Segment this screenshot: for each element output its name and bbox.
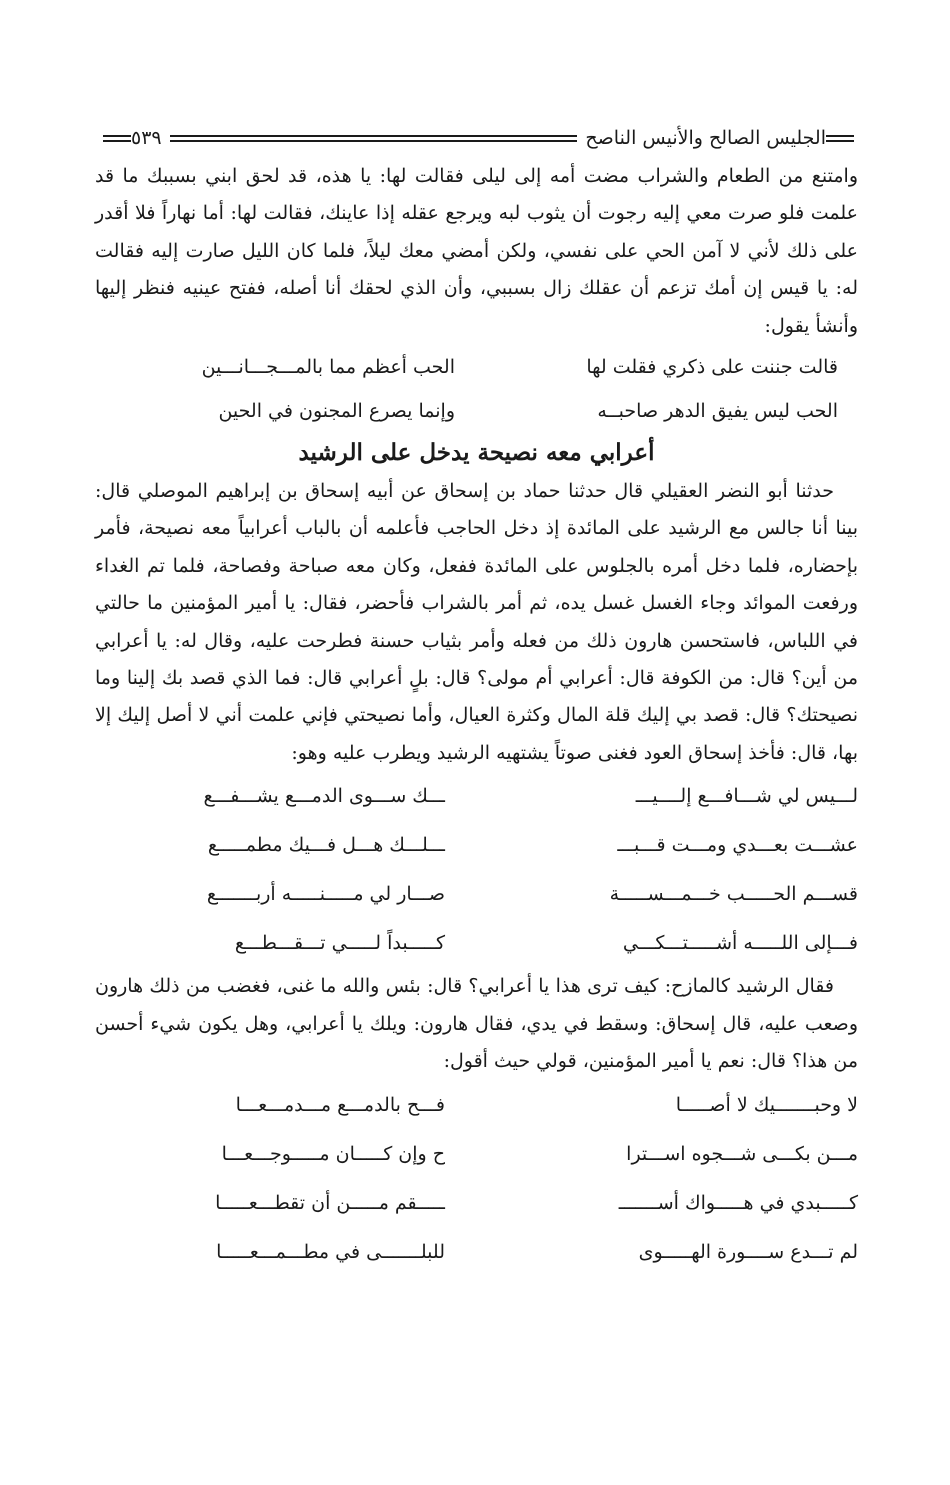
hemistich-second: ح وإن كـــــان مـــــوجـــعـــا: [221, 1142, 445, 1165]
header-rule-middle: [170, 135, 578, 142]
page-number: ٥٣٩: [131, 127, 162, 149]
hemistich-second: كـــــبداً لـــــي تـــقـــطـــع: [234, 932, 445, 955]
verse-line: [95, 1179, 858, 1228]
header-rule-left: [103, 135, 131, 142]
hemistich-first: قالت جننت على ذكري فقلت لها: [586, 356, 838, 379]
verse-line: [95, 1130, 858, 1179]
hemistich-first: فـــإلى اللـــــه أشـــــتـــكـــي: [622, 932, 858, 955]
header-title: الجليس الصالح والأنيس الناصح: [585, 127, 826, 149]
paragraph-1: وامتنع من الطعام والشراب مضت أمه إلى ليلى فقالت لها: يا هذه، قد لحق ابني بسببك ما قد علمت فلو صرت معي إليه رجوت أن يثوب لبه ويرجع عقله إذا عاينك، فقالت لها: أما نهاراً فلا أقدر على ذلك لأني لا آمن الحي على نفسي، ولكن أمضي معك ليلاً، فلما كان الليل صارت إليه فقالت له: يا قيس إن أمك تزعم أن عقلك زال بسببي، وأن الذي لحقك أنا أصله، ففتح عينيه فنظر إليها وأنشأ يقول:: [95, 165, 858, 337]
verse-line: [95, 345, 858, 389]
verse-line: [95, 1081, 858, 1130]
verse-line: [95, 919, 858, 968]
poem-3: [95, 1081, 858, 1277]
hemistich-second: ـــك ســـوى الدمـــع يشـــفـــع: [203, 785, 445, 808]
hemistich-first: عشـــت بعـــدي ومـــت قـــبـــ: [617, 834, 858, 857]
poem-1: [95, 345, 858, 433]
verse-line: [95, 821, 858, 870]
hemistich-first: الحب ليس يفيق الدهر صاحبــه: [597, 400, 838, 423]
hemistich-first: لـــيس لي شـــافـــع إلــــيـــ: [635, 785, 858, 808]
running-header: [95, 118, 858, 158]
verse-line: [95, 870, 858, 919]
book-page: [95, 118, 858, 1277]
hemistich-second: صـــار لي مـــــنـــــه أربـــــــع: [206, 883, 445, 906]
hemistich-second: الحب أعظم مما بالمـــجـــانـــين: [201, 356, 455, 379]
hemistich-first: قســـم الحـــــب خـــمـــســـــة: [609, 883, 858, 906]
hemistich-first: لا وحبـــــــيك لا أصـــــا: [675, 1093, 858, 1116]
verse-line: [95, 1228, 858, 1277]
poem-2: [95, 772, 858, 968]
verse-line: [95, 772, 858, 821]
section-title: أعرابي معه نصيحة يدخل على الرشيد: [298, 439, 655, 467]
hemistich-first: كـــــبدي في هـــــواك أســـــــ: [618, 1191, 858, 1214]
hemistich-first: لم تـــدع ســــورة الهـــــوى: [638, 1240, 858, 1263]
paragraph-2: حدثنا أبو النضر العقيلي قال حدثنا حماد بن إسحاق عن أبيه إسحاق بن إبراهيم الموصلي قال: بينا أنا جالس مع الرشيد على المائدة إذ دخل الحاجب فأعلمه أن بالباب أعرابياً معه نصيحة، فأمر بإحضاره، فلما دخل أمره بالجلوس على المائدة ففعل، وكان معه صباحة وفصاحة، فلما تم الغداء ورفعت الموائد وجاء الغسل غسل يده، ثم أمر بالشراب فأحضر، فقال: يا أمير المؤمنين ما حالتي في اللباس، فاستحسن هارون ذلك من فعله وأمر بثياب حسنة فطرحت عليه، وقال له: يا أعرابي من أين؟ قال: من الكوفة قال: أعرابي أم مولى؟ قال: بلٍ أعرابي قال: فما الذي قصد بك إلينا وما نصيحتك؟ قال: قصد بي إليك قلة المال وكثرة العيال، وأما نصيحتي فإني علمت أني لا أصل إليك إلا بها، قال: فأخذ إسحاق العود فغنى صوتاً يشتهيه الرشيد ويطرب عليه وهو:: [95, 480, 858, 764]
hemistich-first: مـــن بكـــى شـــجوه اســـترا: [626, 1142, 858, 1165]
hemistich-second: للبلـــــــى في مطـــمـــعـــــا: [216, 1240, 445, 1263]
hemistich-second: فـــح بالدمـــع مـــدمـــعـــا: [235, 1093, 445, 1116]
paragraph-3: فقال الرشيد كالمازح: كيف ترى هذا يا أعرابي؟ قال: بئس والله ما غنى، فغضب من ذلك هارون وصعب عليه، قال إسحاق: وسقط في يدي، فقال هارون: ويلك يا أعرابي، وهل يكون شيء أحسن من هذا؟ قال: نعم يا أمير المؤمنين، قولي حيث أقول:: [95, 975, 858, 1073]
hemistich-second: ـــلـــك هـــل فـــيك مطمـــــع: [207, 834, 445, 857]
hemistich-second: وإنما يصرع المجنون في الحين: [218, 400, 455, 423]
header-rule-right: [826, 135, 854, 142]
hemistich-second: ـــــقم مـــــن أن تقطـــعـــــا: [215, 1191, 445, 1214]
verse-line: [95, 389, 858, 433]
